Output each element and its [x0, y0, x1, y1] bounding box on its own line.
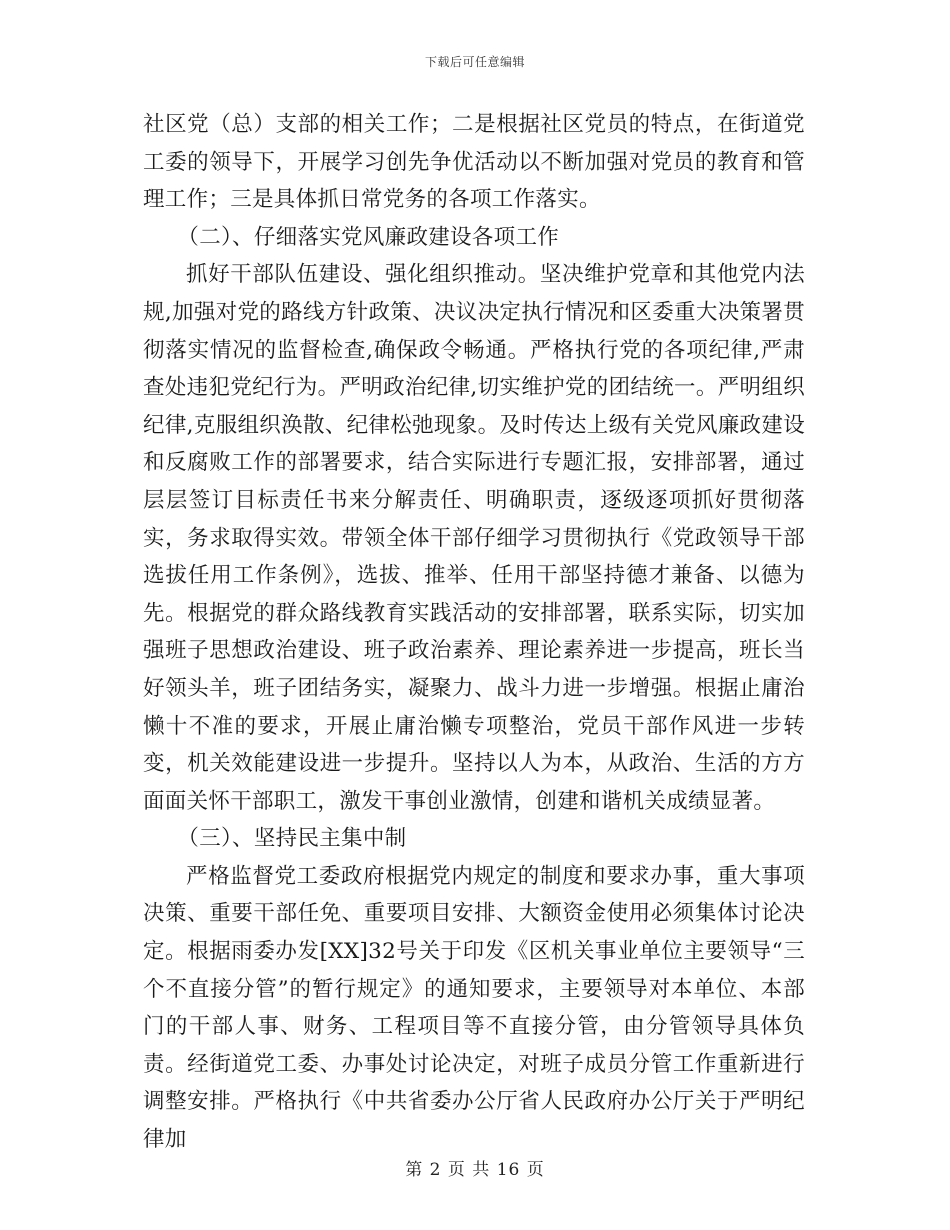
- paragraph-continued: 社区党（总）支部的相关工作；二是根据社区党员的特点，在街道党工委的领导下，开展学习创先争优活动以不断加强对党员的教育和管理工作；三是具体抓日常党务的各项工作落实。: [143, 112, 805, 213]
- page-footer: 第 2 页 共 16 页: [405, 1160, 545, 1180]
- section-heading-2: （二）、仔细落实党风廉政建设各项工作: [177, 224, 560, 250]
- paragraph-democratic-centralism: 严格监督党工委政府根据党内规定的制度和要求办事，重大事项决策、重要干部任免、重要项目安排、大额资金使用必须集体讨论决定。根据雨委办发[XX]32号关于印发《区机关事业单位主要领导“三个不直接分管”的暂行规定》的通知要求，主要领导对本单位、本部门的干部人事、财务、工程项目等不直接分管，由分管领导具体负责。经街道党工委、办事处讨论决定，对班子成员分管工作重新进行调整安排。严格执行《中共省委办公厅省人民政府办公厅关于严明纪律加: [143, 863, 805, 1153]
- page-header: 下载后可任意编辑: [424, 55, 525, 69]
- section-heading-3: （三）、坚持民主集中制: [177, 826, 407, 852]
- paragraph-discipline: 抓好干部队伍建设、强化组织推动。坚决维护党章和其他党内法规,加强对党的路线方针政策、决议决定执行情况和区委重大决策署贯彻落实情况的监督检查,确保政令畅通。严格执行党的各项纪律,严肃查处违犯党纪行为。严明政治纪律,切实维护党的团结统一。严明组织纪律,克服组织涣散、纪律松弛现象。及时传达上级有关党风廉政建设和反腐败工作的部署要求，结合实际进行专题汇报，安排部署，通过层层签订目标责任书来分解责任、明确职责，逐级逐项抓好贯彻落实，务求取得实效。带领全体干部仔细学习贯彻执行《党政领导干部选拔任用工作条例》，选拔、推举、任用干部坚持德才兼备、以德为先。根据党的群众路线教育实践活动的安排部署，联系实际，切实加强班子思想政治建设、班子政治素养、理论素养进一步提高，班长当好领头羊，班子团结务实，凝聚力、战斗力进一步增强。根据止庸治懒十不准的要求，开展止庸治懒专项整治，党员干部作风进一步转变，机关效能建设进一步提升。坚持以人为本，从政治、生活的方方面面关怀干部职工，激发干事创业激情，创建和谐机关成绩显著。: [143, 262, 805, 814]
- document-body: [143, 106, 805, 1159]
